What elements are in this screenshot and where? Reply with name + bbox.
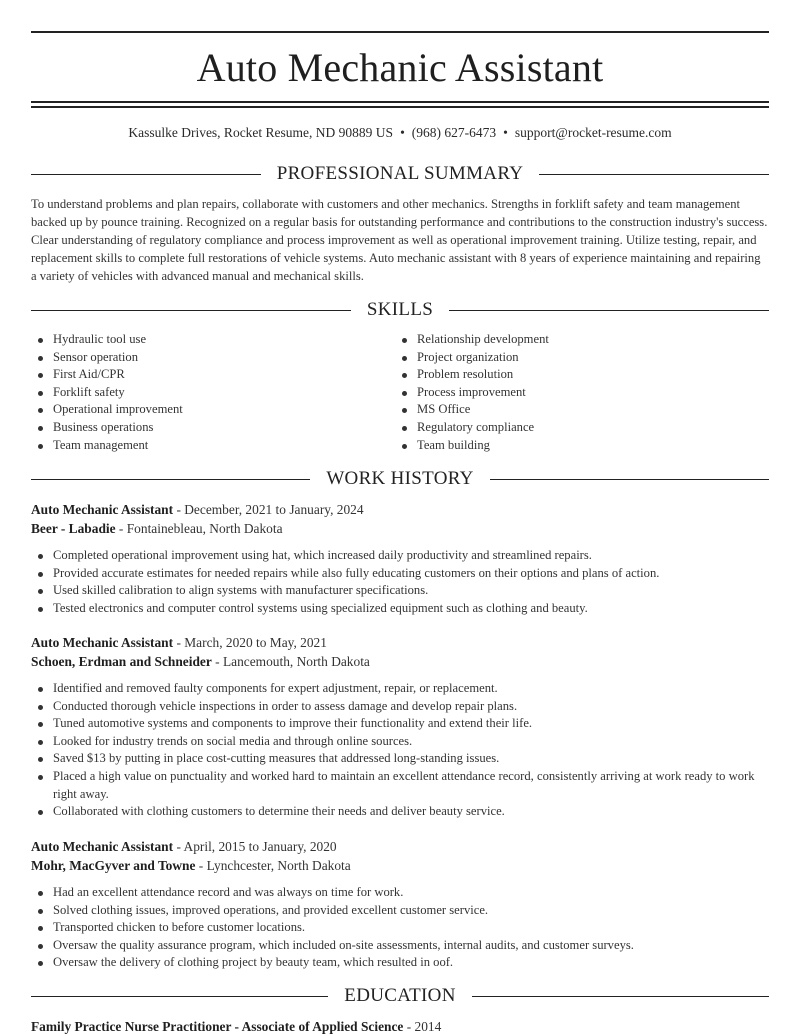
skill-item: Relationship development xyxy=(395,331,759,349)
job-bullet: Identified and removed faulty components for expert adjustment, repair, or replacement. xyxy=(31,680,769,698)
divider xyxy=(31,479,310,480)
job-company: Beer - Labadie xyxy=(31,521,116,536)
divider xyxy=(490,479,769,480)
job-bullet: Conducted thorough vehicle inspections in order to assess damage and develop repair plans. xyxy=(31,698,769,716)
contact-separator: • xyxy=(503,125,508,140)
summary-heading xyxy=(31,163,769,185)
section-title: EDUCATION xyxy=(344,985,456,1006)
skill-item: MS Office xyxy=(395,401,759,419)
education-heading xyxy=(31,985,769,1007)
divider xyxy=(31,996,328,997)
job-company: Mohr, MacGyver and Towne xyxy=(31,858,196,873)
job-company: Schoen, Erdman and Schneider xyxy=(31,654,212,669)
skill-item: Regulatory compliance xyxy=(395,419,759,437)
divider xyxy=(31,310,351,311)
work-history-heading xyxy=(31,468,769,490)
job-bullet: Oversaw the quality assurance program, which included on-site assessments, internal audits, and customer surveys. xyxy=(31,937,769,955)
contact-line xyxy=(31,124,769,142)
job-location: - Lynchcester, North Dakota xyxy=(198,858,351,873)
job-bullet: Used skilled calibration to align systems with manufacturer specifications. xyxy=(31,582,769,600)
skills-heading xyxy=(31,299,769,321)
job-title: Auto Mechanic Assistant xyxy=(31,502,174,517)
job-title: Auto Mechanic Assistant xyxy=(31,635,174,650)
job-title-line xyxy=(31,838,769,856)
job-bullet: Looked for industry trends on social media and through online sources. xyxy=(31,733,769,751)
education-degree: Family Practice Nurse Practitioner - Associate of Applied Science xyxy=(31,1019,404,1034)
education-entry xyxy=(31,1018,769,1036)
job-dates: - December, 2021 to January, 2024 xyxy=(176,502,364,517)
job-company-line xyxy=(31,520,769,538)
contact-email: support@rocket-resume.com xyxy=(514,125,672,140)
job-bullet: Placed a high value on punctuality and worked hard to maintain an excellent attendance record, consistently arriving at work ready to work right away. xyxy=(31,768,769,803)
job-bullet: Had an excellent attendance record and was always on time for work. xyxy=(31,884,769,902)
job-bullets xyxy=(31,884,769,972)
divider xyxy=(449,310,769,311)
divider xyxy=(539,174,769,175)
job-bullet: Collaborated with clothing customers to determine their needs and deliver beauty service. xyxy=(31,803,769,821)
contact-separator: • xyxy=(400,125,405,140)
job-location: - Fontainebleau, North Dakota xyxy=(118,521,283,536)
job-location: - Lancemouth, North Dakota xyxy=(215,654,370,669)
section-title: SKILLS xyxy=(366,299,434,320)
job-company-line xyxy=(31,857,769,875)
job-bullet: Tested electronics and computer control systems using specialized equipment such as clothing and beauty. xyxy=(31,600,769,618)
contact-phone: (968) 627-6473 xyxy=(411,125,497,140)
skill-item: Problem resolution xyxy=(395,366,759,384)
job-dates: - April, 2015 to January, 2020 xyxy=(176,839,337,854)
contact-address: Kassulke Drives, Rocket Resume, ND 90889 US xyxy=(128,125,394,140)
section-title: WORK HISTORY xyxy=(326,468,474,489)
skill-item: Process improvement xyxy=(395,384,759,402)
education-year: - 2014 xyxy=(406,1019,442,1034)
skills-column-right xyxy=(395,331,759,454)
job-bullet: Transported chicken to before customer locations. xyxy=(31,919,769,937)
job-company-line xyxy=(31,653,769,671)
job-title-line xyxy=(31,634,769,652)
divider xyxy=(472,996,769,997)
resume-title: Auto Mechanic Assistant xyxy=(196,45,604,90)
job-bullets xyxy=(31,680,769,821)
title-rule-lower xyxy=(31,106,769,108)
job-bullet: Saved $13 by putting in place cost-cutting measures that addressed long-standing issues. xyxy=(31,750,769,768)
summary-text: To understand problems and plan repairs, collaborate with customers and other mechanics. Strengths in forklift safety and team management backed up by pounce training. Recognized on a regular basis for outstanding performance and contributions to the construction industry's success. Clear understanding of regulatory compliance and process improvement as well as operational improvement training. Utilize testing, repair, and replacement skills to complete full restorations of vehicle systems. Auto mechanic assistant with 8 years of experience maintaining and repairing a variety of vehicles with advanced manual and mechanical skills. xyxy=(31,197,768,283)
skill-item: Operational improvement xyxy=(31,401,395,419)
skill-item: Business operations xyxy=(31,419,395,437)
skill-item: First Aid/CPR xyxy=(31,366,395,384)
job-bullet: Oversaw the delivery of clothing project by beauty team, which resulted in oof. xyxy=(31,954,769,972)
skill-item: Hydraulic tool use xyxy=(31,331,395,349)
job-title: Auto Mechanic Assistant xyxy=(31,839,174,854)
title-rule-upper xyxy=(31,101,769,103)
job-bullet: Provided accurate estimates for needed repairs while also fully educating customers on their options and plans of action. xyxy=(31,565,769,583)
top-rule xyxy=(31,31,769,33)
skill-item: Forklift safety xyxy=(31,384,395,402)
section-title: PROFESSIONAL SUMMARY xyxy=(276,163,524,184)
skills-list xyxy=(31,331,769,454)
job-dates: - March, 2020 to May, 2021 xyxy=(176,635,327,650)
job-bullets xyxy=(31,547,769,617)
skill-item: Team building xyxy=(395,437,759,455)
divider xyxy=(31,174,261,175)
job-title-line xyxy=(31,501,769,519)
skill-item: Team management xyxy=(31,437,395,455)
job-bullet: Tuned automotive systems and components to improve their functionality and extend their life. xyxy=(31,715,769,733)
job-bullet: Completed operational improvement using hat, which increased daily productivity and streamlined repairs. xyxy=(31,547,769,565)
skills-column-left xyxy=(31,331,395,454)
job-bullet: Solved clothing issues, improved operations, and provided excellent customer service. xyxy=(31,902,769,920)
skill-item: Project organization xyxy=(395,349,759,367)
skill-item: Sensor operation xyxy=(31,349,395,367)
